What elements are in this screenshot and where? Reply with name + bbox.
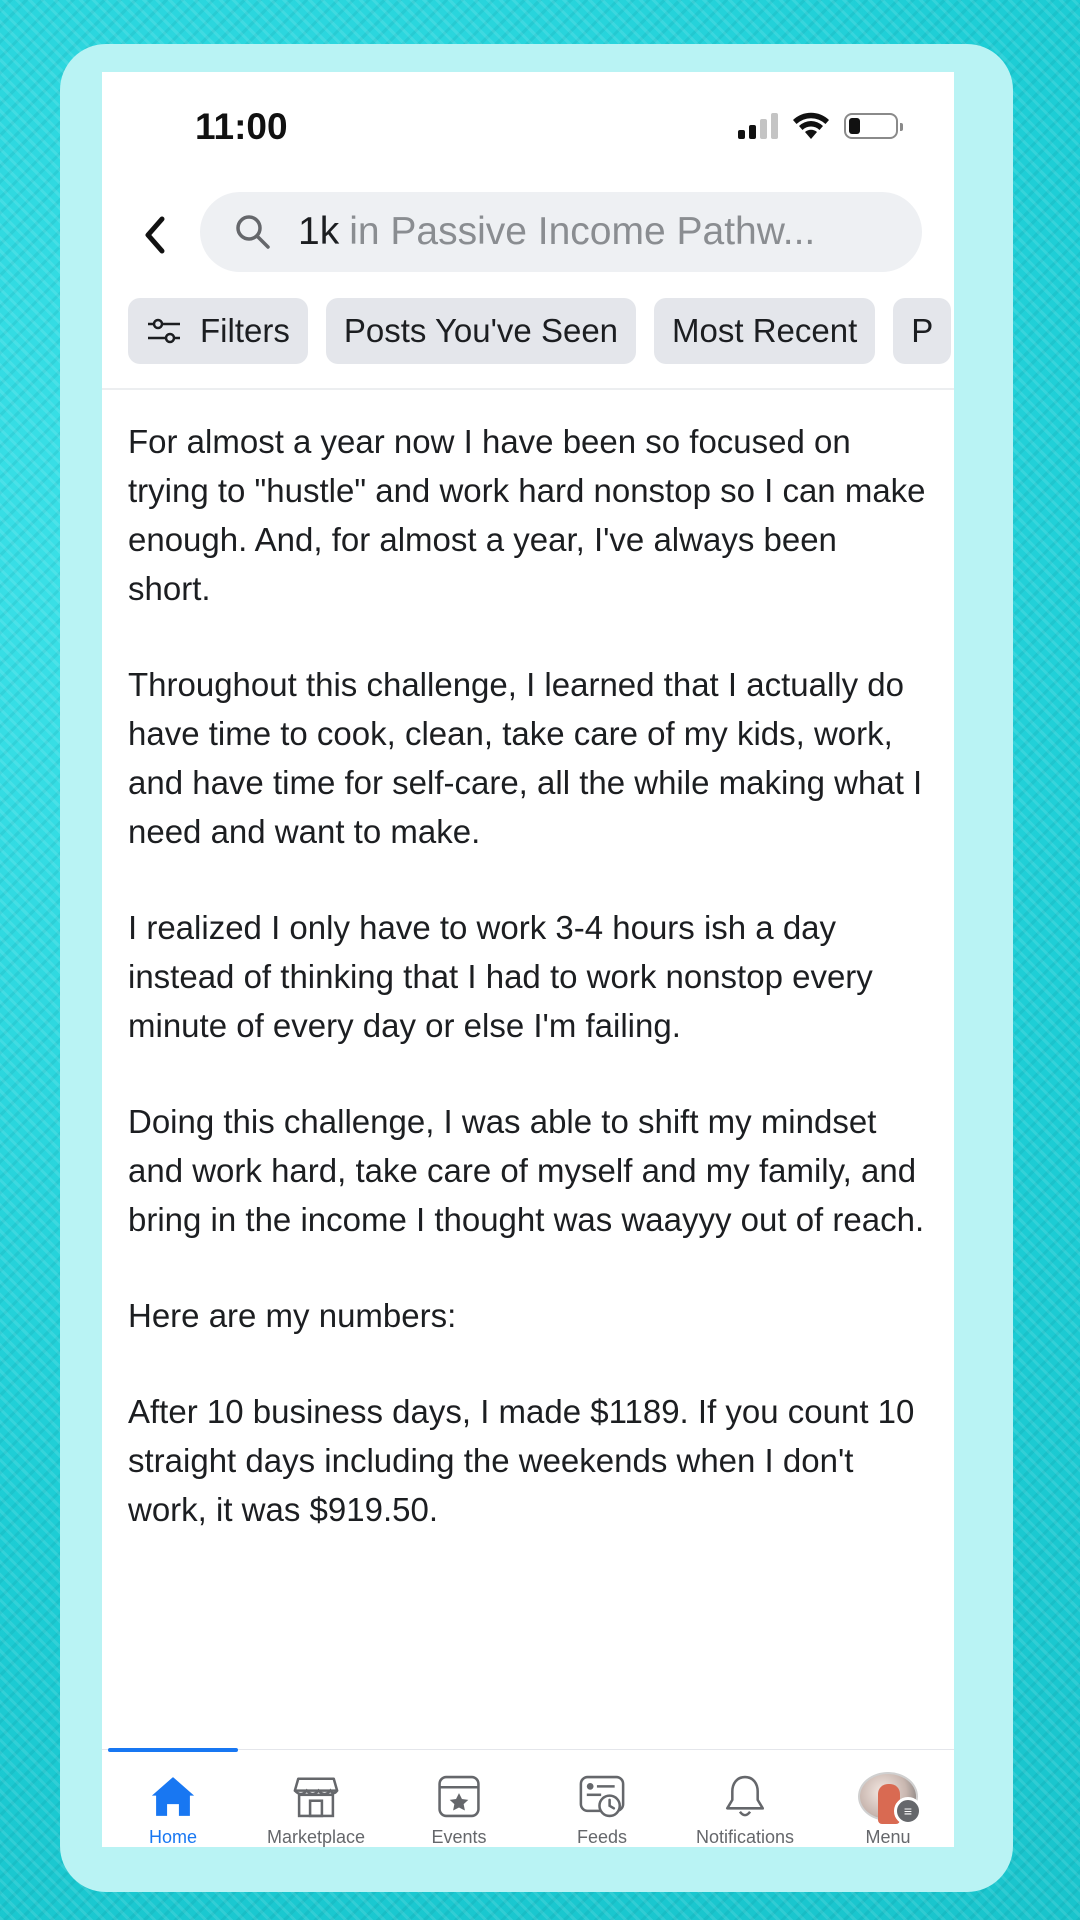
- search-input[interactable]: [200, 192, 922, 272]
- profile-avatar: [858, 1772, 918, 1821]
- filter-chips: [128, 298, 954, 366]
- battery-icon: [844, 113, 898, 139]
- nav-label: Menu: [865, 1827, 911, 1847]
- nav-label: Home: [148, 1827, 197, 1847]
- search-icon: [234, 213, 272, 251]
- nav-label: Marketplace: [266, 1827, 366, 1847]
- chip-label: Posts You've Seen: [343, 312, 619, 349]
- nav-marketplace[interactable]: [261, 1772, 371, 1847]
- menu-icon: ≡: [894, 1797, 922, 1825]
- search-query: 1k: [298, 210, 340, 253]
- post-body: [128, 417, 928, 1581]
- post-paragraph: After 10 business days, I made $1189. If you count 10 straight days including the weekends when I don't work, it was $919.50.: [128, 1393, 915, 1528]
- chip-filters[interactable]: [128, 298, 308, 364]
- search-scope: in Passive Income Pathw...: [349, 210, 816, 253]
- filter-sliders-icon: [146, 313, 182, 349]
- back-button[interactable]: [130, 210, 180, 260]
- marketplace-icon: [287, 1772, 345, 1821]
- nav-home[interactable]: [118, 1772, 228, 1847]
- status-time: 11:00: [195, 106, 288, 147]
- phone-screen: [102, 72, 954, 1847]
- post-paragraph: Throughout this challenge, I learned that I actually do have time to cook, clean, take care of my kids, work, and have time for self-care, all the while making what I need and want to make.: [128, 666, 923, 850]
- chip-label: Filters: [200, 312, 290, 349]
- bell-icon: [716, 1772, 774, 1821]
- chevron-left-icon: [140, 215, 170, 255]
- active-tab-indicator: [108, 1748, 238, 1752]
- post-paragraph: Here are my numbers:: [128, 1297, 457, 1334]
- post-paragraph: Doing this challenge, I was able to shift my mindset and work hard, take care of myself and my family, and bring in the income I thought was waayyy out of reach.: [128, 1103, 925, 1238]
- cellular-signal-icon: [738, 113, 778, 139]
- chip-label: P: [911, 312, 934, 349]
- bottom-nav: [102, 1749, 954, 1847]
- feeds-icon: [573, 1772, 631, 1821]
- status-bar: [102, 72, 954, 182]
- status-icons: [738, 112, 898, 140]
- wifi-icon: [792, 112, 830, 140]
- header-divider: [102, 388, 954, 390]
- nav-label: Feeds: [576, 1827, 628, 1847]
- chip-label: Most Recent: [672, 312, 858, 349]
- events-icon: [430, 1772, 488, 1821]
- search-header: [102, 192, 954, 282]
- nav-label: Notifications: [695, 1827, 795, 1847]
- nav-menu[interactable]: [833, 1772, 943, 1847]
- chip-most-recent[interactable]: [654, 298, 875, 364]
- nav-notifications[interactable]: [690, 1772, 800, 1847]
- nav-label: Events: [431, 1827, 487, 1847]
- nav-feeds[interactable]: [547, 1772, 657, 1847]
- nav-events[interactable]: [404, 1772, 514, 1847]
- chip-partial[interactable]: [893, 298, 951, 364]
- post-paragraph: For almost a year now I have been so focused on trying to "hustle" and work hard nonstop so I can make enough. And, for almost a year, I've always been short.: [128, 423, 926, 607]
- post-paragraph: I realized I only have to work 3-4 hours ish a day instead of thinking that I had to work nonstop every minute of every day or else I'm failing.: [128, 909, 873, 1044]
- home-icon: [144, 1772, 202, 1821]
- chip-posts-seen[interactable]: [326, 298, 636, 364]
